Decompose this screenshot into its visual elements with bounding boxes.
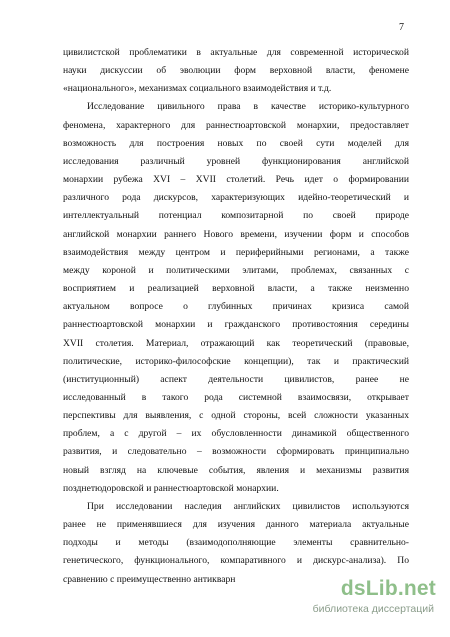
text-line: взаимодействия между центром и периферийными регионами, а также xyxy=(63,246,409,258)
text-line: подходы и методы (взаимодополняющие элементы сравнительно- xyxy=(63,537,409,549)
text-line: политические, историко-философские концепции), так и практический xyxy=(63,355,409,367)
text-line: исследованный в такого рода системной взаимосвязи, открывает xyxy=(63,391,409,403)
text-line: новый взгляд на ключевые события, явления и механизмы развития xyxy=(63,464,409,476)
text-line: интеллектуальный потенциал композитарной по своей природе xyxy=(63,210,409,222)
page-number: 7 xyxy=(399,22,404,33)
watermark xyxy=(286,577,436,621)
text-line: проблем, а с другой – их обусловленности динамикой общественного xyxy=(63,428,409,440)
text-line: английской монархии раннего Нового времени, изучении форм и способов xyxy=(63,228,409,240)
text-line: (институционный) аспект деятельности цивилистов, ранее не xyxy=(63,373,409,385)
text-line: Исследование цивильного права в качестве историко-культурного xyxy=(87,101,409,113)
text-line: ранее не применявшиеся для изучения данного материала актуальные xyxy=(63,519,409,531)
watermark-logo: dsLib.net xyxy=(340,577,436,600)
text-line: восприятием и реализацией верховной власти, а также неизменно xyxy=(63,283,409,295)
text-line: позднетюдоровской и раннестюартовской монархии. xyxy=(63,482,279,494)
text-line: между короной и политическими элитами, проблемах, связанных с xyxy=(63,264,409,276)
text-line: развития, и следовательно – возможности сформировать принципиально xyxy=(63,446,409,458)
text-line: XVII столетия. Материал, отражающий как теоретический (правовые, xyxy=(63,337,409,349)
text-line: перспективы для выявления, с одной стороны, всей сложности указанных xyxy=(63,410,409,422)
text-line: раннестюартовской монархии и гражданского противостояния середины xyxy=(63,319,409,331)
text-line: актуальном вопросе о глубинных причинах кризиса самой xyxy=(63,301,409,313)
text-line: «национального», механизмах социального взаимодействия и т.д. xyxy=(63,83,332,95)
text-line: различного рода дискурсов, характеризующих идейно-теоретический и xyxy=(63,192,409,204)
text-line: феномена, характерного для раннестюартовской монархии, предоставляет xyxy=(63,119,409,131)
text-line: сравнению с преимущественно антикварн xyxy=(63,573,236,585)
text-line: генетического, функционального, компаративного и дискурс-анализа). По xyxy=(63,555,409,567)
text-line: науки дискуссии об эволюции форм верховной власти, феномене xyxy=(63,65,409,77)
text-line: цивилистской проблематики в актуальные для современной исторической xyxy=(63,47,409,58)
text-line: монархии рубежа XVI – XVII столетий. Речь идет о формировании xyxy=(63,174,409,186)
watermark-tagline: библиотека диссертаций xyxy=(312,603,434,615)
text-line: исследования различный уровней функционирования английской xyxy=(63,155,409,167)
text-line: При исследовании наследия английских цивилистов используются xyxy=(87,500,409,512)
document-body xyxy=(63,44,409,589)
text-line: возможность для построения новых по своей сути моделей для xyxy=(63,137,409,149)
